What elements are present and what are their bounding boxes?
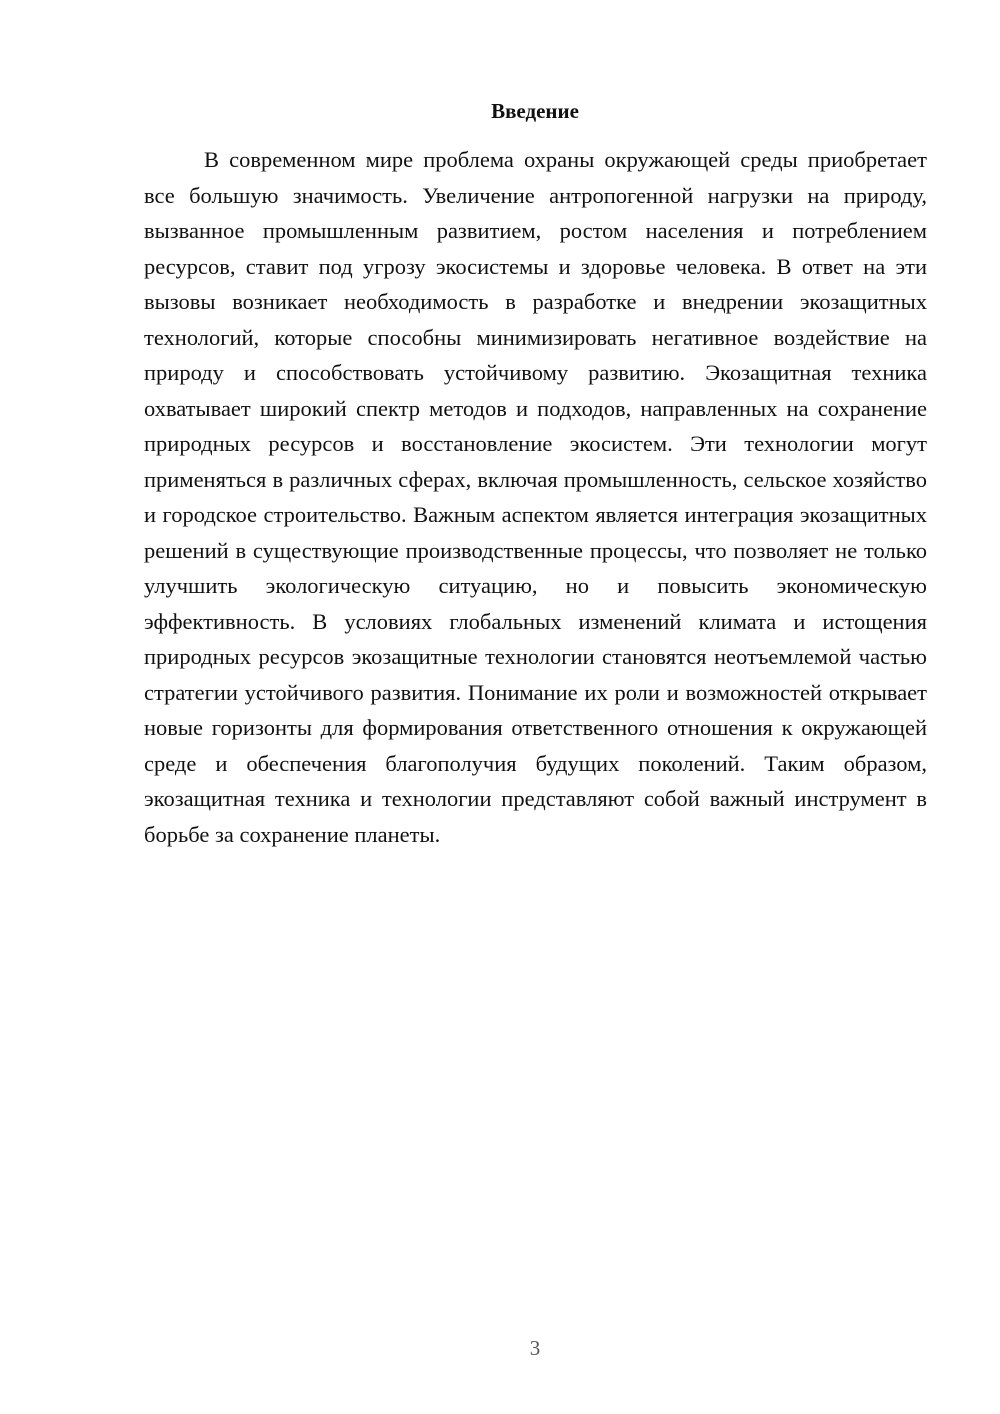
body-paragraph: В современном мире проблема охраны окружающей среды приобретает все большую значимость. Увеличение антропогенной нагрузки на природу, вызванное промышленным развитием, ростом населения и потреблением ресурсов, ставит под угрозу экосистемы и здоровье человека. В ответ на эти вызовы возникает необходимость в разработке и внедрении экозащитных технологий, которые способны минимизировать негативное воздействие на природу и способствовать устойчивому развитию. Экозащитная техника охватывает широкий спектр методов и подходов, направленных на сохранение природных ресурсов и восстановление экосистем. Эти технологии могут применяться в различных сферах, включая промышленность, сельское хозяйство и городское строительство. Важным аспектом является интеграция экозащитных решений в существующие производственные процессы, что позволяет не только улучшить экологическую ситуацию, но и повысить экономическую эффективность. В условиях глобальных изменений климата и истощения природных ресурсов экозащитные технологии становятся неотъемлемой частью стратегии устойчивого развития. Понимание их роли и возможностей открывает новые горизонты для формирования ответственного отношения к окружающей среде и обеспечения благополучия будущих поколений. Таким образом, экозащитная техника и технологии представляют собой важный инструмент в борьбе за сохранение планеты.: [144, 147, 927, 847]
section-heading: Введение: [491, 99, 579, 123]
page-number: 3: [529, 1336, 541, 1360]
